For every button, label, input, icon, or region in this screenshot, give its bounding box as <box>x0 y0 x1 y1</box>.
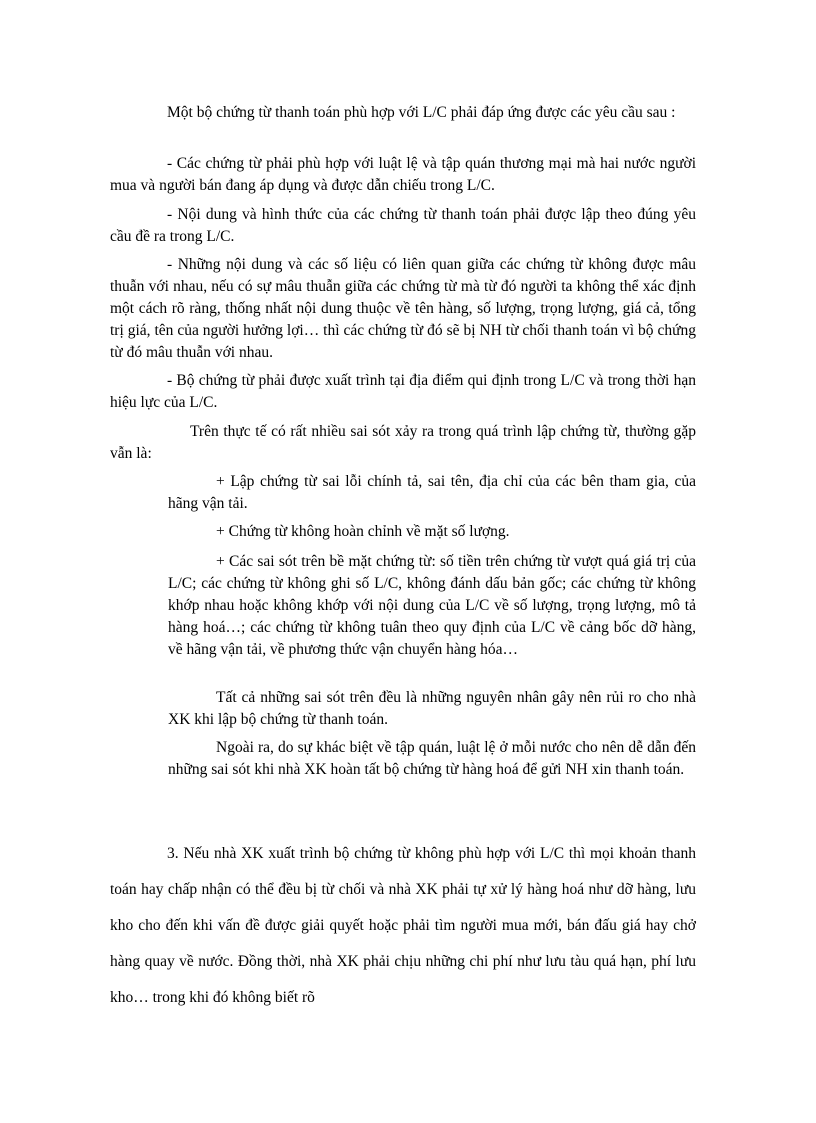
paragraph-errors-intro: Trên thực tế có rất nhiều sai sót xảy ra trong quá trình lập chứng từ, thường gặp vẫn là: <box>110 423 696 462</box>
paragraph-intro: Một bộ chứng từ thanh toán phù hợp với L/C phải đáp ứng được các yêu cầu sau : <box>167 104 676 121</box>
list-item-error-3: + Các sai sót trên bề mặt chứng từ: số tiền trên chứng từ vượt quá giá trị của L/C; các chứng từ không ghi số L/C, không đánh dấu bản gốc; các chứng từ không khớp nhau hoặc không khớp với nội dung của L/C về số lượng, trọng lượng, mô tả hàng hoá…; các chứng từ không tuân theo quy định của L/C về cảng bốc dỡ hàng, về hãng vận tải, về phương thức vận chuyển hàng hóa… <box>168 553 696 658</box>
paragraph-risk-1: Tất cả những sai sót trên đều là những nguyên nhân gây nên rủi ro cho nhà XK khi lập bộ chứng từ thanh toán. <box>168 689 696 728</box>
list-item-error-1: + Lập chứng từ sai lỗi chính tả, sai tên, địa chỉ của các bên tham gia, của hãng vận tải. <box>168 473 696 512</box>
paragraph-point-3: 3. Nếu nhà XK xuất trình bộ chứng từ không phù hợp với L/C thì mọi khoản thanh toán hay chấp nhận có thể đều bị từ chối và nhà XK phải tự xử lý hàng hoá như dỡ hàng, lưu kho cho đến khi vấn đề được giải quyết hoặc phải tìm người mua mới, bán đấu giá hay chở hàng quay về nước. Đồng thời, nhà XK phải chịu những chi phí như lưu tàu quá hạn, phí lưu kho… trong khi đó không biết rõ <box>110 845 696 1006</box>
list-item-error-2: + Chứng từ không hoàn chỉnh về mặt số lượng. <box>216 523 510 540</box>
paragraph-requirement-3: - Những nội dung và các số liệu có liên quan giữa các chứng từ không được mâu thuẫn với nhau, nếu có sự mâu thuẫn giữa các chứng từ mà từ đó người ta không thể xác định một cách rõ ràng, thống nhất nội dung thuộc về tên hàng, số lượng, trọng lượng, giá cả, tổng trị giá, tên của người hưởng lợi… thì các chứng từ đó sẽ bị NH từ chối thanh toán vì bộ chứng từ đó mâu thuẫn với nhau. <box>110 256 696 361</box>
paragraph-requirement-4: - Bộ chứng từ phải được xuất trình tại địa điểm qui định trong L/C và trong thời hạn hiệu lực của L/C. <box>110 372 696 411</box>
paragraph-requirement-1: - Các chứng từ phải phù hợp với luật lệ và tập quán thương mại mà hai nước người mua và người bán đang áp dụng và được dẫn chiếu trong L/C. <box>110 155 696 194</box>
paragraph-risk-2: Ngoài ra, do sự khác biệt về tập quán, luật lệ ở mỗi nước cho nên dễ dẫn đến những sai sót khi nhà XK hoàn tất bộ chứng từ hàng hoá để gửi NH xin thanh toán. <box>168 739 696 778</box>
paragraph-requirement-2: - Nội dung và hình thức của các chứng từ thanh toán phải được lập theo đúng yêu cầu đề ra trong L/C. <box>110 206 696 245</box>
